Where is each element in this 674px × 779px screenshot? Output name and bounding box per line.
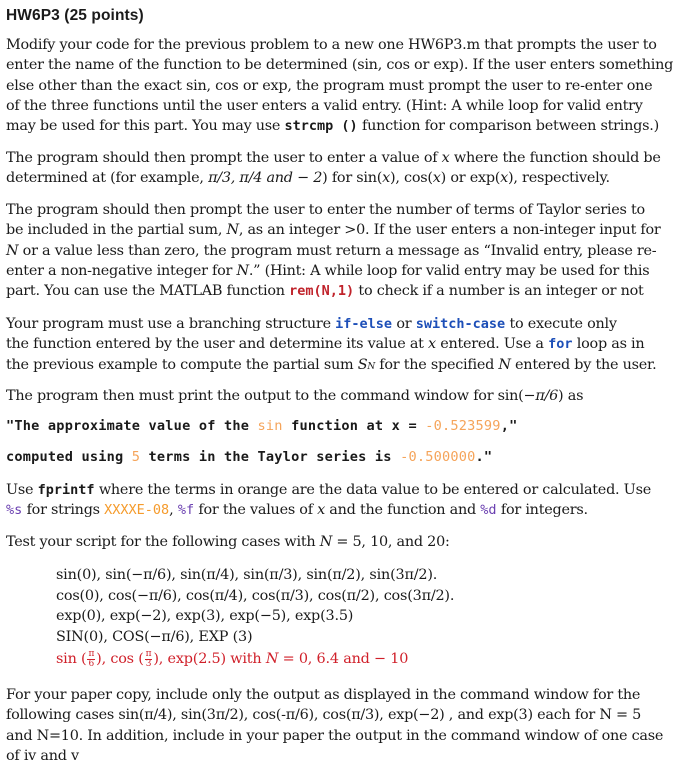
strcmp-code: strcmp ()	[284, 118, 358, 135]
problem-title: HW6P3 (25 points)	[6, 7, 144, 24]
list-text: cos(0), cos(−π/6), cos(π/4), cos(π/3), cos(π/2), cos(3π/2).	[56, 587, 455, 604]
output-example-line-1: "The approximate value of the sin function at x = -0.523599,"	[6, 418, 518, 434]
for-keyword: for	[548, 336, 573, 353]
text-line: else other than the exact sin, cos or exp, the program must prompt the user to re-enter one	[6, 77, 653, 94]
orange-placeholder: XXXXE-08	[104, 502, 170, 519]
output-example-line-2: computed using 5 terms in the Taylor series is -0.500000."	[6, 449, 493, 465]
switch-case-keyword: switch-case	[415, 316, 506, 332]
result-value: -0.500000	[400, 449, 476, 465]
text-line: determined at (for example, π/3, π/4 and − 2) for sin(x), cos(x) or exp(x), respectively.	[6, 170, 610, 187]
list-text: sin(0), sin(−π/6), sin(π/4), sin(π/3), sin(π/2), sin(3π/2).	[56, 567, 438, 583]
text-line: For your paper copy, include only the output as displayed in the command window for the	[6, 687, 641, 703]
text-line: the previous example to compute the partial sum SN for the specified N entered by the user.	[6, 356, 657, 373]
text-line: following cases sin(π/4), sin(3π/2), cos(-π/6), cos(π/3), exp(−2) , and exp(3) each for N = 5	[6, 707, 642, 724]
paragraph-x-value	[6, 148, 661, 189]
rem-code: rem(N,1)	[289, 283, 355, 300]
terms-value: 5	[131, 449, 141, 465]
paragraph-function-name	[6, 35, 674, 136]
text-line: The program should then prompt the user to enter a value of x where the function should be	[6, 150, 661, 166]
fprintf-code: fprintf	[37, 482, 95, 498]
integer-specifier: %d	[480, 502, 497, 519]
text-line: the function entered by the user and determine its value at x entered. Use a for loop as in	[6, 336, 645, 353]
list-text: SIN(0), COS(−π/6), EXP (3)	[56, 628, 253, 645]
string-specifier: %s	[6, 502, 23, 519]
text-line: The program should then prompt the user to enter the number of terms of Taylor series to	[6, 202, 645, 218]
text-line: Use fprintf where the terms in orange are the data value to be entered or calculated. Use	[6, 482, 651, 498]
x-value: -0.523599	[425, 418, 501, 434]
text-line: of the three functions until the user enters a valid entry. (Hint: A while loop for valid entry	[6, 97, 643, 114]
function-name-value: sin	[257, 418, 283, 434]
text-line: part. You can use the MATLAB function rem(N,1) to check if a number is an integer or not	[6, 283, 644, 300]
float-specifier: %f	[177, 502, 195, 519]
paragraph-fprintf	[6, 480, 651, 521]
list-text: exp(0), exp(−2), exp(3), exp(−5), exp(3.5)	[56, 608, 354, 625]
if-else-keyword: if-else	[335, 316, 393, 332]
text-line: The program then must print the output to the command window for sin(−π/6) as	[6, 388, 584, 404]
list-text: sin ( $\frac{\pi}{6}$ ), cos ( $\frac{\pi}{3}$ ), exp(2.5) with N = 0, 6.4 and − 10	[56, 648, 409, 669]
text-line: of iv and v	[6, 747, 79, 764]
text-line: enter the name of the function to be determined (sin, cos or exp). If the user enters something	[6, 57, 674, 74]
text-line: %s for strings XXXXE-08, %f for the values of x and the function and %d for integers.	[6, 502, 588, 519]
paragraph-branching	[6, 314, 657, 377]
text-line: enter a non-negative integer for N.” (Hint: A while loop for valid entry may be used for this	[6, 262, 650, 279]
pi-over-3-fraction: $\frac{\pi}{3}$	[145, 648, 152, 669]
text-line: may be used for this part. You may use strcmp () function for comparison between strings.)	[6, 118, 659, 135]
text-line: Your program must use a branching structure if-else or switch-case to execute only	[6, 316, 617, 332]
paragraph-test-cases-intro	[6, 532, 636, 552]
pi-over-6-fraction: $\frac{\pi}{6}$	[88, 648, 95, 669]
paragraph-paper-copy	[6, 685, 664, 766]
paragraph-print-output	[6, 386, 636, 406]
paragraph-taylor-terms	[6, 200, 661, 301]
text-line: Modify your code for the previous problem to a new one HW6P3.m that prompts the user to	[6, 37, 657, 53]
text-line: Test your script for the following cases with N = 5, 10, and 20:	[6, 534, 450, 550]
text-line: N or a value less than zero, the program must return a message as “Invalid entry, please re-	[6, 242, 657, 259]
text-line: be included in the partial sum, N, as an integer >0. If the user enters a non-integer input for	[6, 222, 661, 239]
text-line: and N=10. In addition, include in your paper the output in the command window of one case	[6, 727, 664, 744]
